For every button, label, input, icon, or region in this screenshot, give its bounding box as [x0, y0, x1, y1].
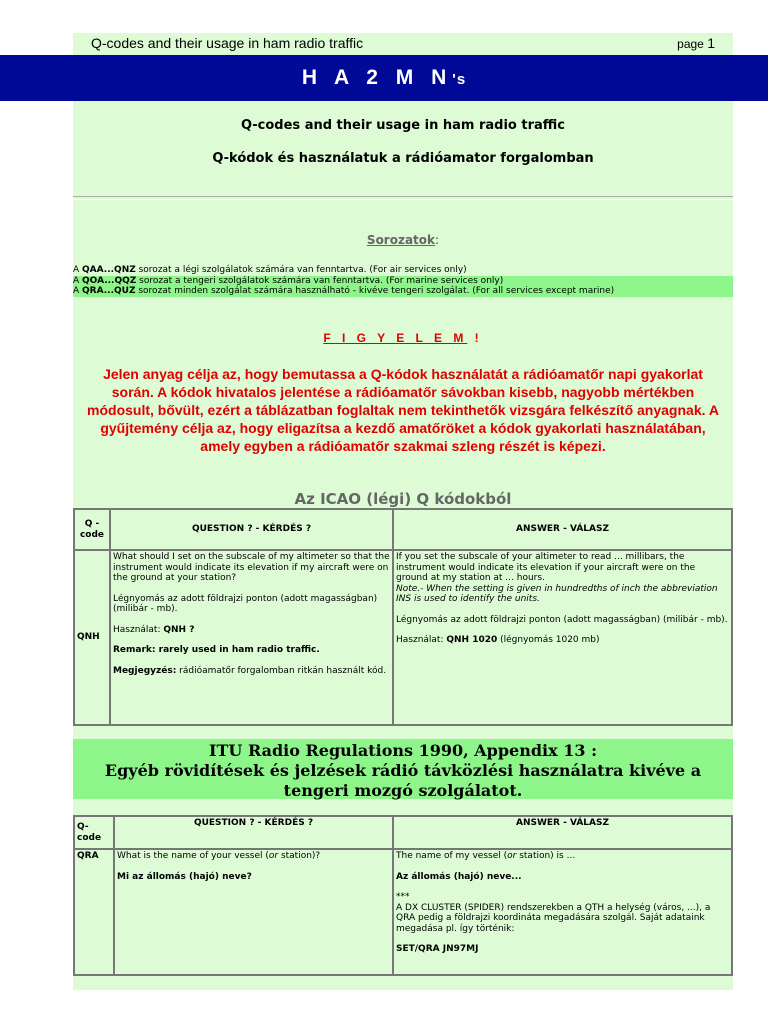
header-answer: ANSWER - VÁLASZ: [393, 816, 732, 849]
usage-label: Használat:: [396, 635, 447, 645]
answer-text-hu: [396, 872, 729, 883]
table-row: [74, 849, 732, 975]
question-text: Légnyomás az adott földrajzi ponton (adott magasságban) (milibár - mb).: [113, 593, 378, 614]
a-part: station) is ...: [516, 851, 576, 861]
note-value: rádióamatőr forgalomban ritkán használt kód.: [176, 665, 387, 676]
warning-bang: !: [467, 331, 483, 345]
itu-heading: [73, 739, 733, 799]
usage-value: QNH 1020: [446, 635, 498, 645]
banner-suffix: 's: [452, 71, 467, 88]
usage-label: Használat:: [113, 624, 164, 635]
question-usage: [113, 625, 390, 636]
a-hu: Az állomás (hajó) neve...: [396, 871, 522, 882]
a-or: or: [507, 851, 517, 861]
row-code: QRA: [74, 849, 114, 975]
a-part: The name of my vessel (: [396, 851, 508, 861]
header-answer: ANSWER - VÁLASZ: [393, 509, 732, 550]
warning-text: Jelen anyag célja az, hogy bemutassa a Q-kódok használatát a rádióamatőr napi gyakorlat során. A kódok hivatalos jelentése a rádióamatőr sávokban kisebb, nagyobb mértékben módosult, bővült, ezért a táblázatban foglaltak nem tekinthetők vizsgára felkészítő anyagnak. A gyűjtemény célja az, hogy eligazítsa a kezdő amatőröket a kódok gyakorlati használatában, amely egyben a rádióamatőr szakmai szleng részét is képezi.: [87, 366, 719, 454]
header-title: Q-codes and their usage in ham radio traffic: [91, 35, 364, 51]
row-code: QNH: [74, 550, 110, 725]
series-list: [73, 265, 733, 297]
header-question: QUESTION ? - KÉRDÉS ?: [110, 509, 393, 550]
series-prefix: A: [73, 286, 83, 296]
itu-table: [73, 815, 733, 976]
icao-title: Az ICAO (légi) Q kódokból: [294, 490, 512, 508]
remark-text: Remark: rarely used in ham radio traffic.: [113, 645, 320, 655]
example-cmd: SET/QRA JN97MJ: [396, 944, 479, 954]
table-header-row: [74, 816, 732, 849]
series-prefix: A: [73, 275, 83, 286]
q-part: What is the name of your vessel (: [117, 851, 269, 861]
icao-table: [73, 508, 733, 726]
header-qcode: Q -code: [74, 509, 110, 550]
usage-rest: (légnyomás 1020 mb): [497, 635, 600, 645]
subtitle-hu: Q-kódok és használatuk a rádióamator forgalomban: [212, 151, 594, 166]
answer-note: Note.- When the setting is given in hundredths of inch the abbreviation INS is used to identify the units.: [396, 583, 718, 604]
question-note: [113, 666, 390, 677]
q-or: or: [268, 851, 279, 861]
page-num: 1: [707, 35, 715, 51]
series-title: Sorozatok:: [366, 233, 440, 247]
answer-text: A DX CLUSTER (SPIDER) rendszerekben a QTH a helység (város, ...), a QRA pedig a földrajzi koordináta megadására szolgál. Saját adataink megadása pl. így történik:: [396, 902, 711, 934]
banner-callsign: H A 2 M N: [301, 66, 453, 89]
usage-value: QNH ?: [163, 624, 195, 635]
page-header: [73, 33, 733, 55]
warning-title: [73, 331, 733, 345]
answer-usage: [396, 635, 729, 646]
note-label: Megjegyzés:: [113, 665, 177, 676]
question-text-hu: [117, 872, 390, 883]
q-part: station)?: [278, 851, 321, 861]
question-text: [117, 851, 390, 862]
row-question: [114, 849, 393, 975]
answer-separator: ***: [396, 892, 410, 902]
table-row: [74, 550, 732, 725]
divider: [73, 196, 733, 200]
page-number: [677, 35, 715, 51]
question-remark: [113, 645, 390, 656]
author-banner: [0, 55, 768, 101]
series-code: QOA...QQZ: [82, 275, 137, 286]
header-question: QUESTION ? - KÉRDÉS ?: [114, 816, 393, 849]
q-hu: Mi az állomás (hajó) neve?: [117, 871, 252, 882]
table-header-row: [74, 509, 732, 550]
series-title-link[interactable]: Sorozatok: [366, 233, 436, 247]
series-text: sorozat a tengeri szolgálatok számára van fenntartva. (For marine services only): [136, 275, 504, 286]
subtitle-en: Q-codes and their usage in ham radio traffic: [240, 118, 565, 133]
itu-line1: ITU Radio Regulations 1990, Appendix 13 :: [209, 741, 597, 760]
series-prefix: A: [73, 265, 83, 275]
answer-text: If you set the subscale of your altimeter to read ... millibars, the instrument would indicate its elevation if your aircraft were on the ground at my station at ... hours.: [396, 552, 696, 583]
series-text: sorozat a légi szolgálatok számára van fenntartva. (For air services only): [135, 265, 467, 275]
series-code: QRA...QUZ: [82, 286, 136, 296]
warning-title-text: F I G Y E L E M: [323, 331, 468, 345]
series-row: [73, 286, 733, 297]
document-page: [73, 33, 733, 990]
page-label: page: [677, 37, 704, 51]
answer-text: [396, 851, 729, 862]
answer-example: [396, 944, 729, 955]
row-answer: [393, 849, 732, 975]
series-code: QAA...QNZ: [82, 265, 136, 275]
series-text: sorozat minden szolgálat számára használható - kivéve tengeri szolgálat. (For all services except marine): [135, 286, 615, 296]
row-question: [110, 550, 393, 725]
question-text: What should I set on the subscale of my altimeter so that the instrument would indicate its elevation if my aircraft were on the ground at your station?: [113, 552, 390, 583]
itu-line2: Egyéb rövidítések és jelzések rádió távközlési használatra kivéve a tengeri mozgó szolgálatot.: [104, 761, 702, 800]
header-qcode: Q-code: [74, 816, 114, 849]
answer-text: Légnyomás az adott földrajzi ponton (adott magasságban) (milibár - mb).: [396, 614, 728, 625]
row-answer: [393, 550, 732, 725]
series-row: [73, 265, 733, 276]
series-row: [73, 276, 733, 287]
